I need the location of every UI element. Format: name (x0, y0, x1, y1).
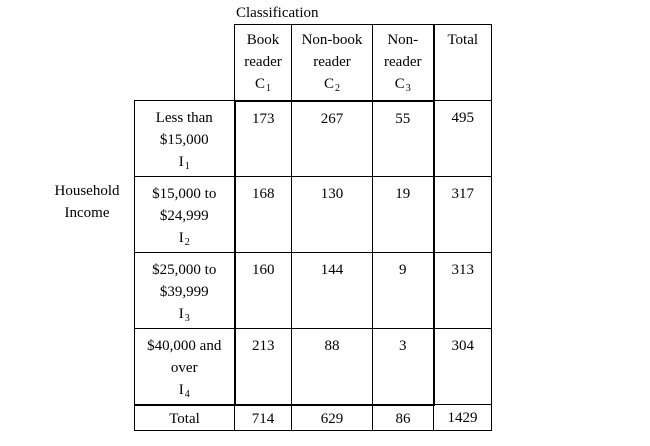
col-header-c2-symbol (292, 73, 372, 97)
c2-subscript: 2 (335, 83, 340, 94)
c2-letter: C (323, 76, 334, 92)
c3-subscript: 3 (405, 83, 411, 94)
total-c2: 629 (292, 405, 373, 431)
i3-letter: I (178, 306, 184, 322)
i3-subscript: 3 (184, 313, 190, 324)
col-header-c3 (373, 25, 434, 101)
i2-subscript: 2 (184, 237, 190, 248)
col-header-c1 (235, 25, 292, 101)
row-header-i1-line2: $15,000 (159, 132, 209, 148)
table-row (135, 329, 492, 405)
cell-i4-c1: 213 (235, 329, 292, 405)
cell-i3-c1: 160 (235, 253, 292, 329)
row-header-i3-line2: $39,999 (159, 284, 209, 300)
i2-letter: I (178, 230, 184, 246)
totals-row (135, 405, 492, 431)
col-header-total (434, 25, 492, 101)
i4-letter: I (178, 382, 184, 398)
row-header-i1-symbol (135, 151, 234, 175)
column-header-row (135, 25, 492, 101)
col-header-c3-symbol (373, 73, 433, 97)
totals-label: Total (135, 405, 235, 431)
col-header-c1-line2: reader (244, 54, 282, 70)
cell-i3-c3: 9 (373, 253, 434, 329)
cell-i1-c2: 267 (292, 101, 373, 177)
row-header-i4-line1: $40,000 and (147, 338, 222, 354)
corner-cell (135, 25, 235, 101)
cell-i1-c3: 55 (373, 101, 434, 177)
total-c1: 714 (235, 405, 292, 431)
c1-letter: C (254, 76, 265, 92)
col-header-c2-line1: Non-book (301, 32, 363, 48)
cell-i4-c3: 3 (373, 329, 434, 405)
row-header-i2 (135, 177, 235, 253)
col-header-c3-line2: reader (384, 54, 422, 70)
cell-i4-total: 304 (434, 329, 492, 405)
row-header-i2-line1: $15,000 to (152, 186, 217, 202)
col-header-c3-line1: Non- (387, 32, 419, 48)
row-header-i3-line1: $25,000 to (152, 262, 217, 278)
row-header-i2-symbol (135, 227, 234, 251)
c3-letter: C (394, 76, 405, 92)
cell-i2-total: 317 (434, 177, 492, 253)
col-header-c2-line2: reader (313, 54, 351, 70)
col-header-c1-symbol (235, 73, 291, 97)
cell-i2-c1: 168 (235, 177, 292, 253)
table-row (135, 253, 492, 329)
cell-i2-c2: 130 (292, 177, 373, 253)
c1-subscript: 1 (266, 83, 271, 94)
row-header-i1-line1: Less than (155, 110, 213, 126)
cell-i1-total: 495 (434, 101, 492, 177)
row-header-i3-symbol (135, 303, 234, 327)
row-header-i2-line2: $24,999 (159, 208, 209, 224)
classification-label: Classification (236, 5, 319, 21)
row-header-i1 (135, 101, 235, 177)
col-header-c1-line1: Book (246, 32, 280, 48)
i1-subscript: 1 (184, 161, 190, 172)
col-header-total-label: Total (447, 32, 479, 48)
i4-subscript: 4 (184, 389, 190, 400)
row-dimension-line-2: Income (64, 205, 110, 221)
cell-i1-c1: 173 (235, 101, 292, 177)
row-header-i4 (135, 329, 235, 405)
household-income-label (40, 180, 134, 224)
row-header-i3 (135, 253, 235, 329)
table-row (135, 177, 492, 253)
cell-i4-c2: 88 (292, 329, 373, 405)
row-header-i4-symbol (135, 379, 234, 403)
grand-total: 1429 (434, 405, 492, 431)
row-header-i4-line2: over (170, 360, 198, 376)
row-dimension-line-1: Household (54, 183, 120, 199)
i1-letter: I (178, 154, 184, 170)
contingency-table (134, 24, 492, 431)
table-row (135, 101, 492, 177)
cell-i3-c2: 144 (292, 253, 373, 329)
cell-i3-total: 313 (434, 253, 492, 329)
col-header-c2 (292, 25, 373, 101)
cell-i2-c3: 19 (373, 177, 434, 253)
total-c3: 86 (373, 405, 434, 431)
